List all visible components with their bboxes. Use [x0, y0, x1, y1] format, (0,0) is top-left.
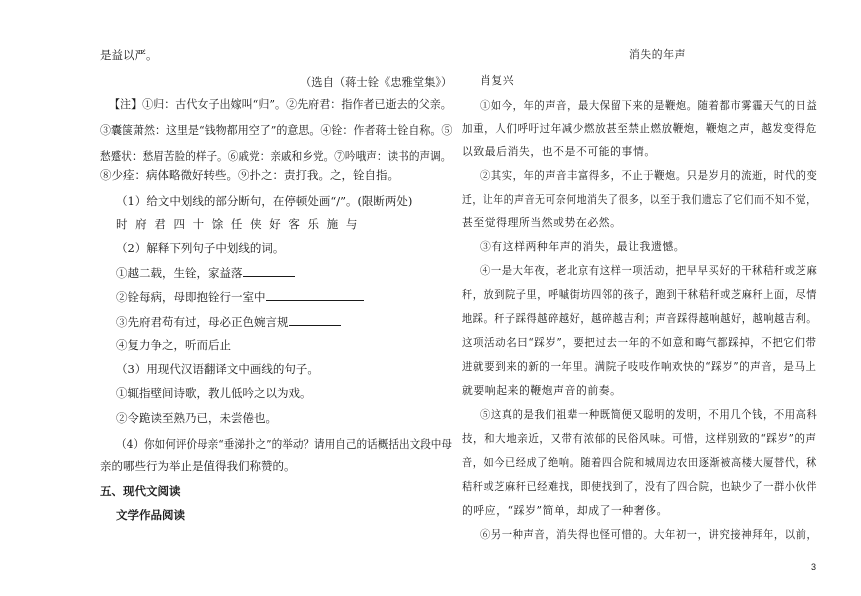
paragraph-line: ③有这样两种年声的消失，最让我遗憾。 — [480, 240, 686, 253]
article-title: 消失的年声 — [629, 48, 686, 61]
question-item-text: ②铨每病，母即抱铨行一室中 — [116, 290, 266, 304]
paragraph-line: ①如今，年的声音，最大保留下来的是鞭炮。随着都市雾霾天气的日益 — [480, 99, 818, 112]
answer-blank[interactable] — [266, 289, 364, 301]
question-item — [116, 338, 231, 352]
answer-blank[interactable] — [243, 265, 295, 277]
paragraph-line: 秸秆或芝麻秆已经难找，即使找到了，没有了四合院，也缺少了一群小伙伴 — [462, 480, 818, 493]
page-number: 3 — [811, 562, 817, 572]
article-author: 肖复兴 — [480, 74, 515, 87]
paragraph-line: 甚至觉得理所当然或势在必然。 — [462, 216, 622, 229]
question-item-text: ④复力争之，听而后止 — [116, 338, 231, 352]
punctuation-sentence: 时 府 君 四 十 馀 任 侠 好 客 乐 施 与 — [116, 217, 360, 231]
paragraph-line: 音，如今已经成了绝响。随着四合院和城周边农田逐渐被高楼大厦替代，秫 — [462, 456, 818, 469]
translate-sentence: ②令跪读至熟乃已，未尝倦也。 — [116, 411, 277, 425]
annotation-line: ⑧少痊：病体略微好转些。⑨扑之：责打我。之，铨自指。 — [100, 168, 399, 182]
annotation-line: 【注】①归：古代女子出嫁叫“归”。②先府君：指作者已逝去的父亲。 — [109, 97, 452, 111]
question-1: （1）给文中划线的部分断句，在停顿处画“/”。(限断两处) — [116, 194, 413, 208]
paragraph-line: 就要响起来的鞭炮声音的前奏。 — [462, 384, 622, 397]
question-item-text: ③先府君苟有过，母必正色婉言规 — [116, 315, 289, 329]
paragraph-line: ⑥另一种声音，消失得也怪可惜的。大年初一，讲究接神拜年，以前， — [480, 528, 818, 541]
question-item — [116, 289, 364, 304]
annotation-line: 愁蹙状：愁眉苦脸的样子。⑥戚党：亲戚和乡党。⑦吟哦声：读书的声调。 — [100, 149, 452, 163]
subsection-heading: 文学作品阅读 — [116, 508, 185, 522]
question-4-cont: 亲的哪些行为举止是值得我们称赞的。 — [100, 459, 296, 473]
annotation-line: ③囊箧萧然：这里是“钱物都用空了”的意思。④铨：作者蒋士铨自称。⑤ — [100, 123, 453, 137]
paragraph-line: 进就要到来的新的一年里。满院子吱吱作响欢快的“踩岁”的声音，是马上 — [462, 360, 817, 373]
paragraph-line: 这项活动名曰“踩岁”，要把过去一年的不如意和晦气都踩掉，不把它们带 — [462, 336, 817, 349]
paragraph-line: 以致最后消失，也不是不可能的事情。 — [462, 145, 656, 158]
paragraph-line: ④一是大年夜，老北京有这样一项活动，把早早买好的干秫秸秆或芝麻 — [480, 264, 818, 277]
paragraph-line: 迁，让年的声音无可奈何地消失了很多，以至于我们遗忘了它们而不知不觉， — [462, 193, 817, 206]
source-citation: （选自（蒋士铨《忠雅堂集》） — [300, 75, 453, 89]
question-item — [116, 314, 341, 329]
paragraph-line: 地踩。秆子踩得越碎越好，越碎越吉利；声音踩得越响越好，越响越吉利。 — [462, 312, 818, 325]
text-line: 是益以严。 — [100, 48, 158, 62]
paragraph-line: ②其实，年的声音丰富得多，不止于鞭炮。只是岁月的流逝，时代的变 — [480, 169, 818, 182]
question-3: （3）用现代汉语翻译文中画线的句子。 — [116, 362, 319, 376]
paragraph-line: 技，和大地亲近，又带有浓郁的民俗风味。可惜，这样别致的“踩岁”的声 — [462, 432, 817, 445]
question-item — [116, 265, 295, 280]
paragraph-line: ⑤这真的是我们祖辈一种既简便又聪明的发明，不用几个钱，不用高科 — [480, 408, 818, 421]
paragraph-line: 秆，放到院子里，呼嘁街坊四邻的孩子，跑到干秫秸秆或芝麻秆上面，尽情 — [462, 288, 818, 301]
question-2: （2）解释下列句子中划线的词。 — [116, 241, 285, 255]
question-item-text: ①越二载，生铨，家益落 — [116, 266, 243, 280]
answer-blank[interactable] — [289, 314, 341, 326]
question-4: （4）你如何评价母亲“垂涕扑之”的举动？请用自己的话概括出文段中母 — [116, 437, 453, 451]
paragraph-line: 的呼应，“踩岁”简单，却成了一种奢侈。 — [462, 504, 668, 517]
section-heading: 五、现代文阅读 — [100, 484, 181, 498]
paragraph-line: 加重，人们呼吁过年减少燃放甚至禁止燃放鞭炮，鞭炮之声，越发变得危 — [462, 122, 817, 135]
translate-sentence: ①辄指壁间诗歌，教儿低吟之以为戏。 — [116, 386, 312, 400]
